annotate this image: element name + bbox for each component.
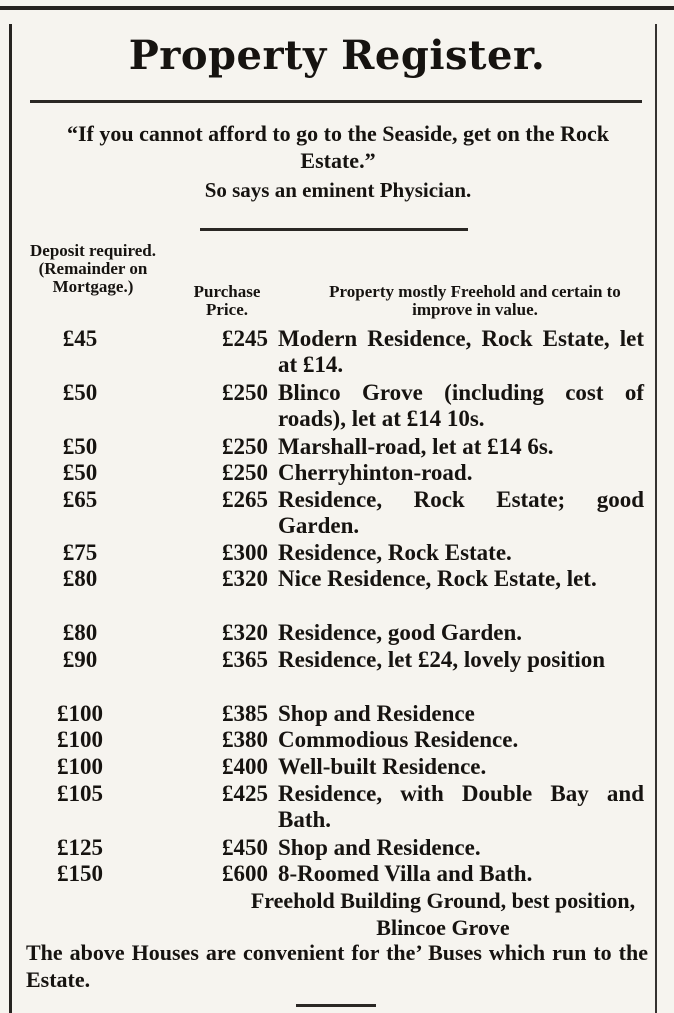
top-border-rule bbox=[0, 6, 674, 10]
price-cell: £250 bbox=[222, 434, 268, 459]
quote-divider bbox=[200, 228, 468, 231]
right-column-rule bbox=[655, 24, 657, 1013]
description-cell: 8-Roomed Villa and Bath. bbox=[278, 861, 533, 886]
seaside-quote: “If you cannot afford to go to the Seaside, get on the Rock Estate.” bbox=[66, 121, 610, 173]
price-cell: £600 bbox=[222, 861, 268, 886]
deposit-cell: £125 bbox=[57, 835, 103, 860]
description-cell: Blinco Grove (including cost of roads), let at £14 10s. bbox=[278, 380, 644, 431]
deposit-cell: £100 bbox=[57, 701, 103, 726]
description-cell: Marshall-road, let at £14 6s. bbox=[278, 434, 554, 459]
description-cell: Nice Residence, Rock Estate, let. bbox=[278, 566, 597, 591]
description-cell: Cherryhinton-road. bbox=[278, 460, 473, 485]
price-cell: £450 bbox=[222, 835, 268, 860]
description-cell: Residence, with Double Bay and Bath. bbox=[278, 781, 644, 832]
title-divider bbox=[30, 100, 642, 103]
description-cell: Shop and Residence bbox=[278, 701, 475, 726]
deposit-cell: £50 bbox=[62, 434, 98, 459]
deposit-cell: £65 bbox=[62, 487, 98, 512]
price-cell: £245 bbox=[222, 326, 268, 351]
description-cell: Shop and Residence. bbox=[278, 835, 481, 860]
price-cell: £320 bbox=[222, 620, 268, 645]
price-cell: £300 bbox=[222, 540, 268, 565]
deposit-cell: £80 bbox=[62, 566, 98, 591]
deposit-cell: £45 bbox=[62, 326, 98, 351]
price-cell: £265 bbox=[222, 487, 268, 512]
deposit-cell: £100 bbox=[57, 727, 103, 752]
deposit-column-header: Deposit required. (Remainder on Mortgage.) bbox=[30, 241, 156, 296]
price-cell: £250 bbox=[222, 460, 268, 485]
property-column-header: Property mostly Freehold and certain to improve in value. bbox=[329, 282, 621, 319]
description-cell: Commodious Residence. bbox=[278, 727, 519, 752]
deposit-cell: £150 bbox=[57, 861, 103, 886]
description-cell: Residence, good Garden. bbox=[278, 620, 523, 645]
left-column-rule bbox=[9, 24, 12, 1013]
description-cell: Residence, let £24, lovely position bbox=[278, 647, 606, 672]
price-cell: £385 bbox=[222, 701, 268, 726]
freehold-ground-note: Freehold Building Ground, best position, Blincoe Grove bbox=[250, 888, 636, 940]
price-cell: £400 bbox=[222, 754, 268, 779]
price-cell: £425 bbox=[222, 781, 268, 806]
deposit-cell: £75 bbox=[62, 540, 98, 565]
deposit-cell: £90 bbox=[62, 647, 98, 672]
deposit-cell: £80 bbox=[62, 620, 98, 645]
description-cell: Residence, Rock Estate. bbox=[278, 540, 512, 565]
description-cell: Well-built Residence. bbox=[278, 754, 487, 779]
page-title: Property Register. bbox=[128, 32, 546, 79]
deposit-cell: £50 bbox=[62, 380, 98, 405]
price-cell: £365 bbox=[222, 647, 268, 672]
description-cell: Modern Residence, Rock Estate, let at £14. bbox=[278, 326, 644, 377]
deposit-cell: £105 bbox=[57, 781, 103, 806]
description-cell: Residence, Rock Estate; good Garden. bbox=[278, 487, 644, 538]
closing-note: The above Houses are convenient for the’ Buses which run to the Estate. bbox=[26, 940, 648, 992]
price-cell: £380 bbox=[222, 727, 268, 752]
price-cell: £320 bbox=[222, 566, 268, 591]
price-column-header: Purchase Price. bbox=[193, 282, 261, 319]
price-cell: £250 bbox=[222, 380, 268, 405]
deposit-cell: £50 bbox=[62, 460, 98, 485]
quote-attribution: So says an eminent Physician. bbox=[204, 178, 472, 202]
deposit-cell: £100 bbox=[57, 754, 103, 779]
bottom-divider bbox=[296, 1004, 376, 1007]
